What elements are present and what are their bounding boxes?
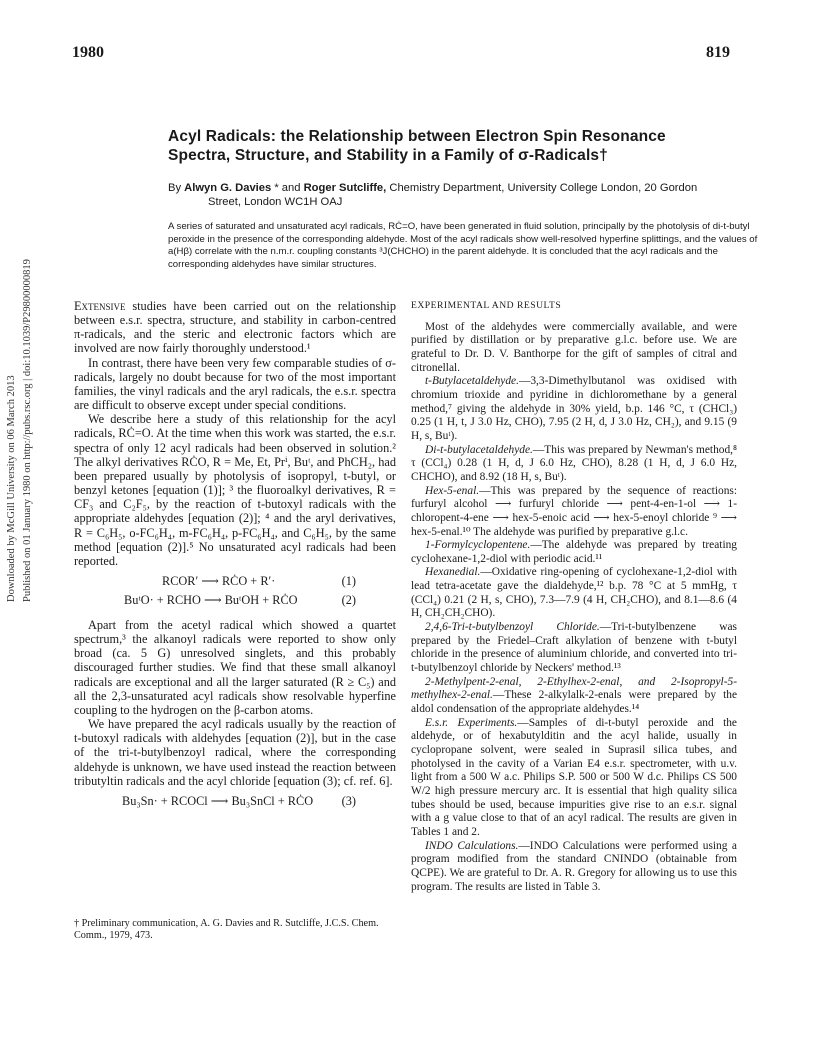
experimental-paragraph-9: E.s.r. Experiments.—Samples of di-t-butyl peroxide and the aldehyde, or of hexabutylditin and the acyl halide, usually in cyclopropane solvent, were sealed in Suprasil silica tubes, and photolysed in the cavity of a Varian E4 e.s.r. spectrometer, with u.v. light from a 500 W a.c. Philips S.P. 500 or 500 W d.c. Philips CS 500 W/2 high pressure mercury arc. It is essential that high quality silica tubes should be used, because impurities give rise to an e.s.r. signal with a g value close to that of an acyl radical. The results are given in Tables 1 and 2. — [411, 716, 737, 838]
publication-notice[interactable]: Published on 01 January 1980 on http://pubs.rsc.org | doi:10.1039/P29800000819 — [22, 259, 33, 602]
page-number: 819 — [706, 44, 730, 61]
experimental-paragraph-5: 1-Formylcyclopentene.—The aldehyde was prepared by treating cyclohexane-1,2-diol with periodic acid.¹¹ — [411, 539, 737, 565]
intro-paragraph-5: We have prepared the acyl radicals usually by the reaction of t-butoxyl radicals with aldehydes [equation (2)], but in the case of the tri-t-butylbenzoyl radical, where the corresponding aldehyde is unknown, we have used instead the reaction between tributyltin radicals and the acyl chloride [equation (3); cf. ref. 6]. — [74, 717, 396, 788]
compound-heading: INDO Calculations. — [425, 839, 519, 852]
section-heading: EXPERIMENTAL AND RESULTS — [411, 300, 562, 311]
compound-heading: Di-t-butylacetaldehyde. — [425, 443, 533, 456]
compound-heading: 2,4,6-Tri-t-butylbenzoyl Chloride. — [425, 621, 600, 634]
intro-paragraph-3: We describe here a study of this relationship for the acyl radicals, RĊ=O. At the time when this work was started, the e.s.r. spectra of only 12 acyl radicals had been observed in solution.² The alkyl derivatives RĊO, R = Me, Et, Prⁱ, Buᵗ, and PhCH₂, had been prepared usually by photolysis of isopropyl, t-butyl, or benzyl ketones [equation (1)]; ³ the fluoroalkyl derivatives, R = CF₃ and C₂F₅, by the reaction of t-butoxyl radicals with the appropriate aldehydes [equation (2)]; ⁴ and the aryl derivatives, R = C₆H₅, o-FC₆H₄, m-FC₆H₄, p-FC₆H₄, and C₆H₅, by the same method [equation (2)].⁵ No unsaturated acyl radicals had been reported. — [74, 412, 396, 568]
equation-1-number: (1) — [341, 573, 356, 588]
author-2: Roger Sutcliffe, — [303, 182, 387, 194]
article-title — [168, 127, 758, 165]
compound-heading: 1-Formylcyclopentene. — [425, 539, 531, 552]
compound-heading: Hex-5-enal. — [425, 484, 480, 497]
lead-word: Extensive — [74, 299, 126, 313]
experimental-paragraph-1: Most of the aldehydes were commercially available, and were purified by distillation or by preparative g.l.c. before use. We are grateful to Dr. D. V. Banthorpe for the gift of samples of citral and citronellal. — [411, 320, 737, 374]
download-notice: Downloaded by McGill University on 06 March 2013 — [6, 375, 17, 602]
experimental-paragraph-4: Hex-5-enal.—This was prepared by the sequence of reactions: furfuryl alcohol ⟶ furfuryl chloride ⟶ pent-4-en-1-ol ⟶ 1-chloropent-4-ene ⟶ hex-5-enoic acid ⟶ hex-5-enoyl chloride ⁹ ⟶ hex-5-enal.¹⁰ The aldehyde was purified by preparative g.l.c. — [411, 484, 737, 538]
experimental-paragraph-7: 2,4,6-Tri-t-butylbenzoyl Chloride.—Tri-t-butylbenzene was prepared by the Friedel–Craft alkylation of benzene with t-butyl chloride in the presence of aluminium chloride, and converted into tri-t-butylbenzoyl chloride by Neckers' method.¹³ — [411, 621, 737, 675]
compound-heading: 2-Methylpent-2-enal, 2-Ethylhex-2-enal, and 2-Isopropyl-5-methylhex-2-enal. — [411, 675, 737, 702]
experimental-paragraph-8: 2-Methylpent-2-enal, 2-Ethylhex-2-enal, and 2-Isopropyl-5-methylhex-2-enal.—These 2-alkylalk-2-enals were prepared by the aldol condensation of the appropriate aldehydes.¹⁴ — [411, 675, 737, 716]
right-column — [411, 299, 737, 894]
intro-paragraph-1: Extensive studies have been carried out on the relationship between e.s.r. spectra, structure, and stability in carbon-centred π-radicals, and the steric and electronic factors which are involved are now fairly thoroughly understood.¹ — [74, 299, 396, 356]
title-line-1: Acyl Radicals: the Relationship between Electron Spin Resonance — [168, 128, 666, 145]
left-column — [74, 299, 396, 813]
equation-2-text: BuᵗO· + RCHO ⟶ BuᵗOH + RĊO — [124, 592, 298, 607]
footnote: † Preliminary communication, A. G. Davies and R. Sutcliffe, J.C.S. Chem. Comm., 1979, 473. — [74, 918, 379, 941]
title-line-2: Spectra, Structure, and Stability in a Family of σ-Radicals† — [168, 147, 608, 164]
compound-heading: E.s.r. Experiments. — [425, 716, 518, 729]
experimental-paragraph-3: Di-t-butylacetaldehyde.—This was prepared by Newman's method,⁸ τ (CCl₄) 0.28 (1 H, d, J 6.0 Hz, CHO), 8.28 (1 H, d, J 6.0 Hz, CHCHO), and 8.92 (18 H, s, Buᵗ). — [411, 443, 737, 483]
journal-year: 1980 — [72, 44, 104, 61]
compound-heading: Hexanedial. — [425, 566, 481, 579]
intro-paragraph-2: In contrast, there have been very few comparable studies of σ-radicals, largely no doubt because for two of the most important families, the vinyl radicals and the aryl radicals, the e.s.r. spectra are difficult to observe except under special conditions. — [74, 355, 396, 413]
equation-1 — [74, 574, 396, 593]
author-block — [168, 181, 768, 209]
equation-3-text: Bu₃Sn· + RCOCl ⟶ Bu₃SnCl + RĊO — [122, 793, 314, 808]
experimental-paragraph-10: INDO Calculations.—INDO Calculations were performed using a program modified from the standard CNINDO (obtainable from QCPE). We are grateful to Dr. A. R. Gregory for allowing us to use this program. The results are listed in Table 3. — [411, 839, 737, 893]
author-1: Alwyn G. Davies — [184, 182, 272, 194]
equation-2 — [74, 593, 396, 612]
intro-paragraph-4: Apart from the acetyl radical which showed a quartet spectrum,³ the alkanoyl radicals were reported to show only broad (ca. 5 G) unresolved singlets, and this probably discouraged further studies. We find that these small alkanoyl radicals are exceptional and all the larger saturated (R ≥ C₅) and all the 2,3-unsaturated acyl radicals show resolvable hyperfine coupling to the hydrogen on the β-carbon atoms. — [74, 617, 396, 717]
author-separator: * and — [271, 182, 304, 194]
experimental-paragraph-6: Hexanedial.—Oxidative ring-opening of cyclohexane-1,2-diol with lead tetra-acetate gave the dialdehyde,¹² b.p. 78 °C at 5 mmHg, τ (CCl₄) 0.21 (2 H, s, CHO), 7.3—7.9 (4 H, CH₂CHO), and 8.1—8.6 (4 H, CH₂CH₂CHO). — [411, 566, 737, 620]
experimental-paragraph-2: t-Butylacetaldehyde.—3,3-Dimethylbutanol was oxidised with chromium trioxide and pyridine in dichloromethane by a general method,⁷ giving the aldehyde in 30% yield, b.p. 146 °C, τ (CHCl₃) 0.25 (1 H, t, J 3.0 Hz, CHO), 7.95 (2 H, d, J 3.0 Hz, CH₂), and 9.15 (9 H, s, Buᵗ). — [411, 375, 737, 442]
equation-2-number: (2) — [341, 592, 356, 607]
equation-3-number: (3) — [341, 793, 356, 808]
equation-3 — [74, 794, 396, 813]
by-label: By — [168, 182, 182, 194]
abstract: A series of saturated and unsaturated acyl radicals, RĊ=O, have been generated in fluid solution, principally by the photolysis of di-t-butyl peroxide in the presence of the corresponding aldehyde. Most of the acyl radicals show well-resolved hyperfine splittings, and the values of a(Hβ) correlate with the n.m.r. coupling constants ³J(CHCHO) in the parent aldehyde. It is concluded that the acyl radicals and the corresponding aldehydes have similar structures. — [168, 221, 758, 270]
equation-1-text: RCOR′ ⟶ RĊO + R′· — [162, 573, 276, 588]
compound-heading: t-Butylacetaldehyde. — [425, 375, 519, 388]
affiliation-line-2: Street, London WC1H OAJ — [208, 196, 343, 208]
affiliation-line-1: Chemistry Department, University College London, 20 Gordon — [386, 182, 698, 194]
